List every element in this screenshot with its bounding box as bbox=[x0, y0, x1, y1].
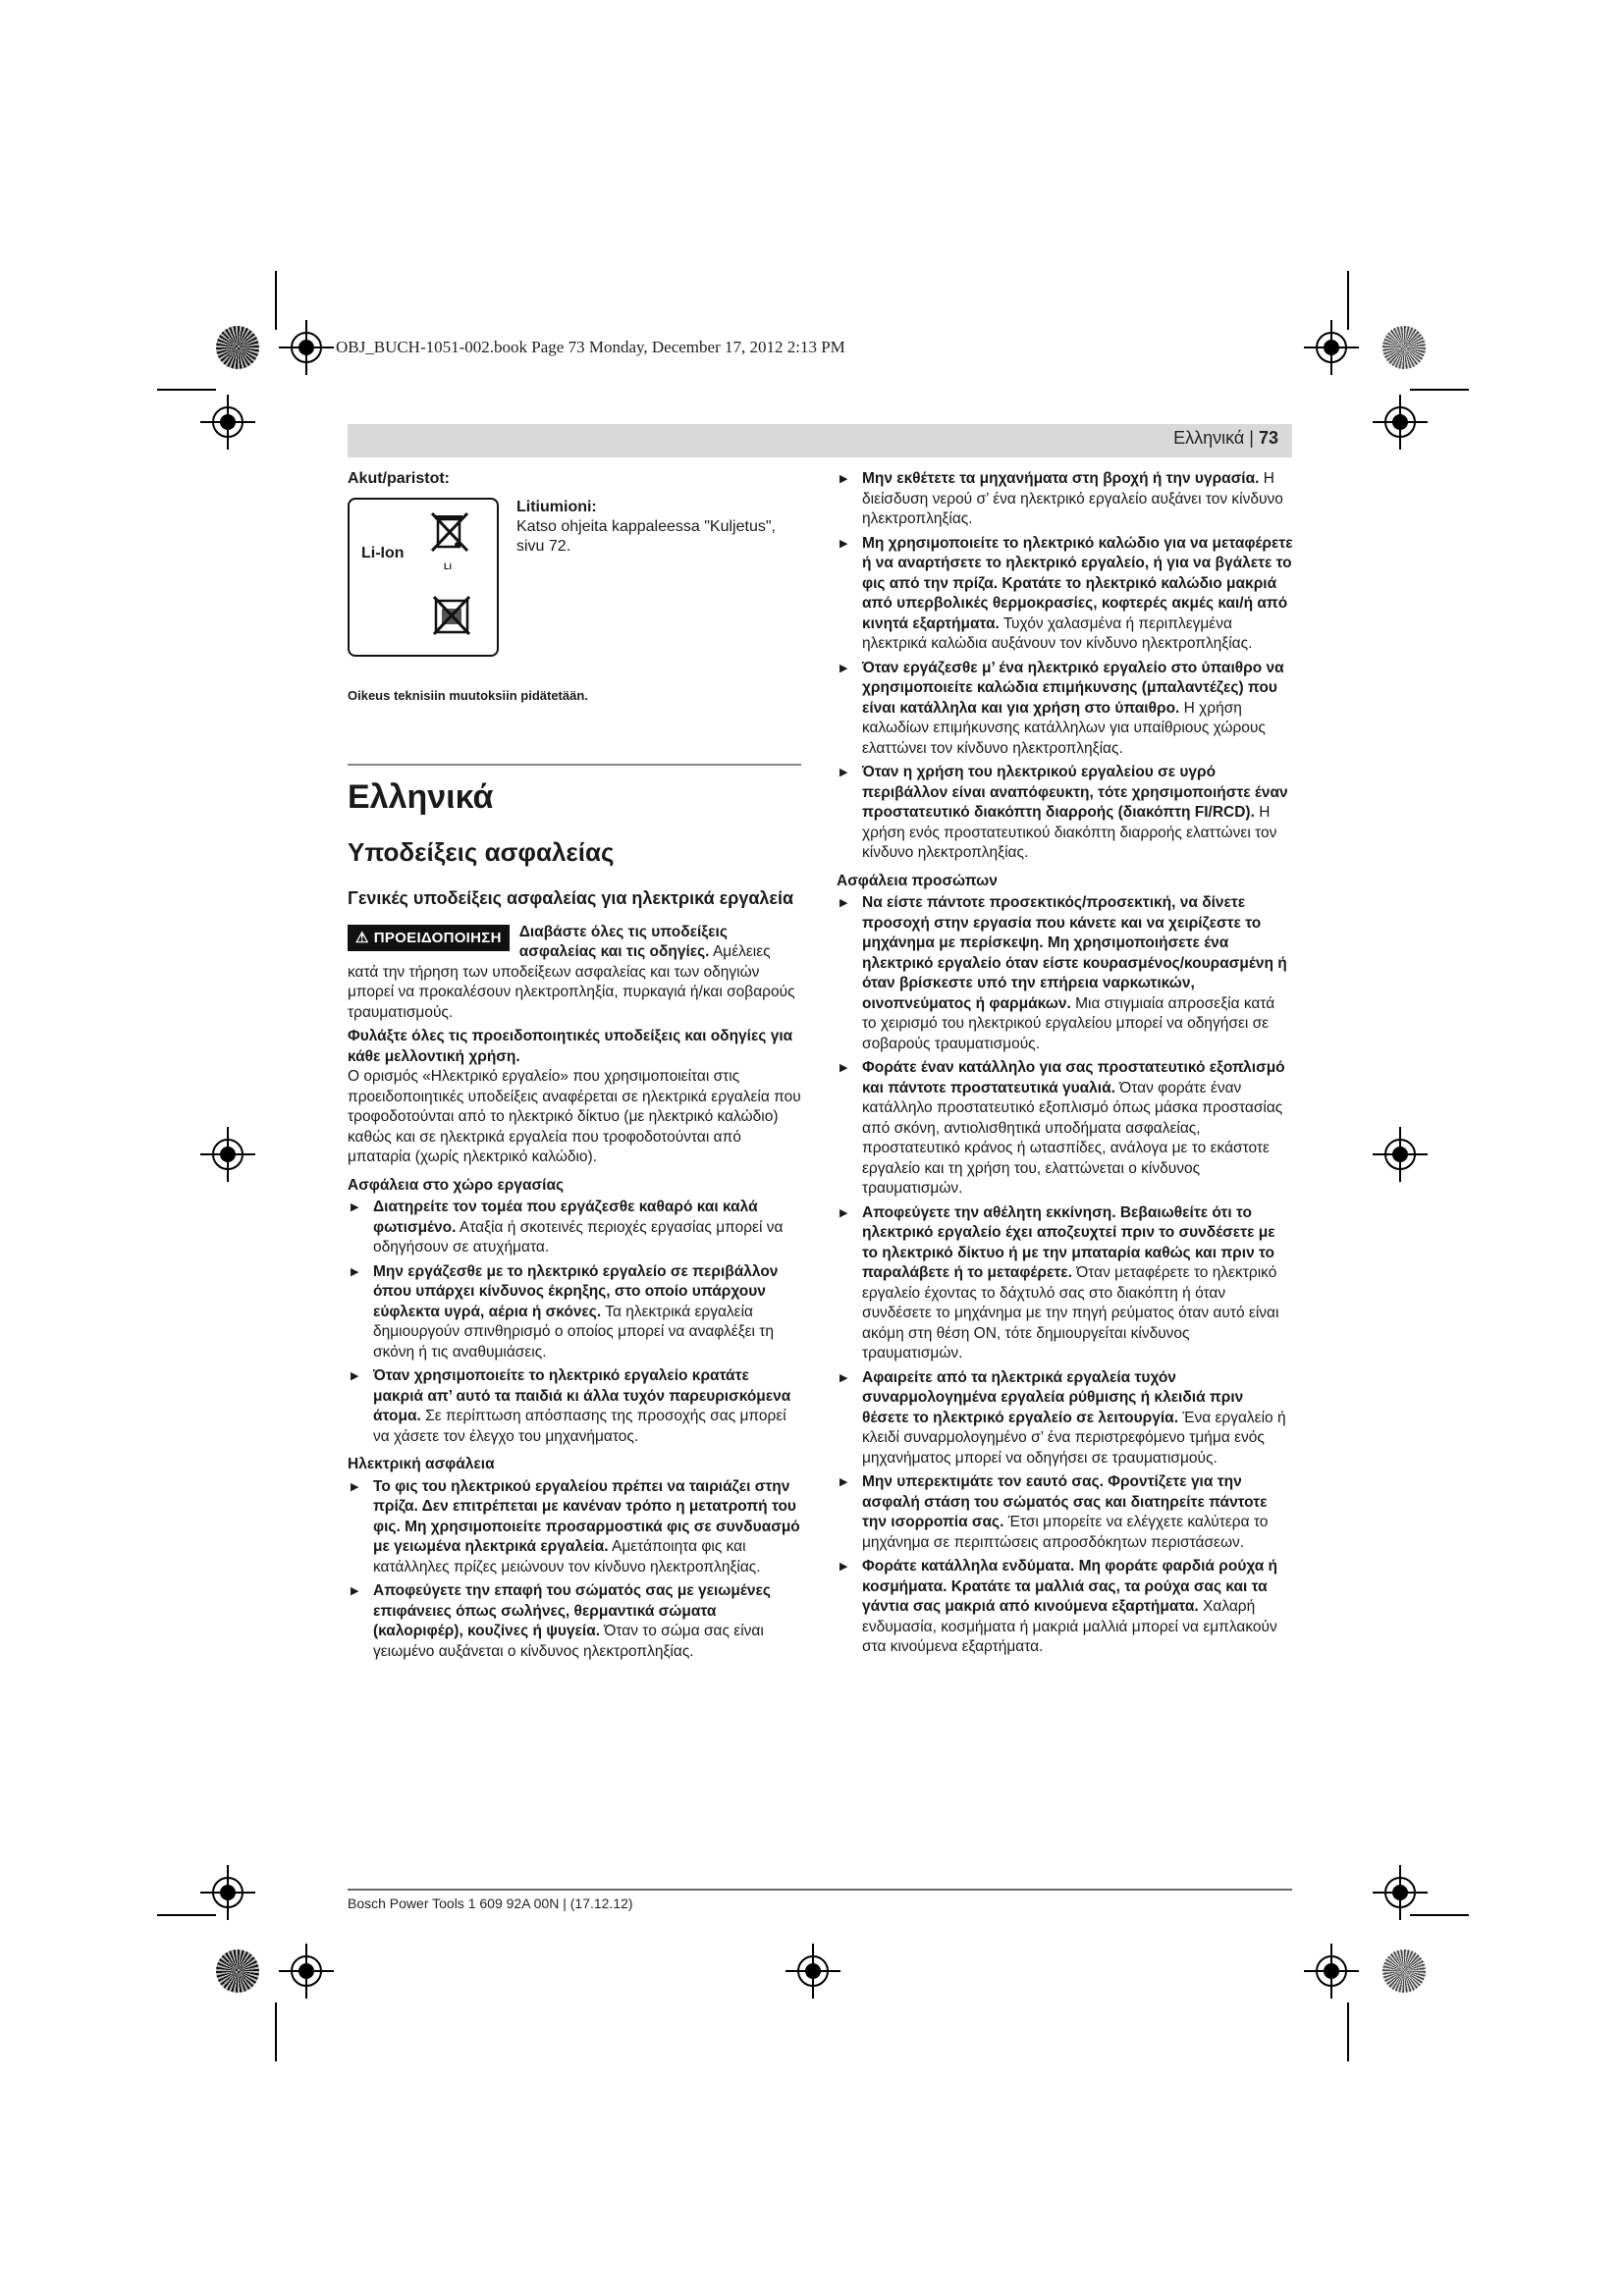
item-text: Αταξία ή σκοτεινές περιοχές εργασίας μπορεί να οδηγήσουν σε ατυχήματα. bbox=[373, 1218, 784, 1255]
crop-mark bbox=[157, 389, 216, 391]
item-text: Η χρήση καλωδίων επιμήκυνσης κατάλληλων για υπαίθριους χώρους ελαττώνει τον κίνδυνο ηλεκτροπληξίας. bbox=[862, 699, 1266, 757]
warning-badge bbox=[348, 925, 510, 951]
crossed-bin-icon bbox=[428, 509, 471, 555]
item-text: Τυχόν χαλασμένα ή περιπλεγμένα ηλεκτρικά καλώδια αυξάνουν τον κίνδυνο ηλεκτροπληξίας. bbox=[862, 614, 1253, 652]
color-rosette-icon bbox=[1382, 326, 1426, 369]
battery-title: Litiumioni: bbox=[516, 498, 597, 515]
item-text: Αμετάποιητα φις και κατάλληλες πρίζες μειώνουν τον κίνδυνο ηλεκτροπληξίας. bbox=[373, 1538, 761, 1575]
color-rosette-icon bbox=[1382, 1949, 1426, 1993]
list-item bbox=[837, 1058, 1293, 1200]
item-bold: Αφαιρείτε από τα ηλεκτρικά εργαλεία τυχόν συναρμολογημένα εργαλεία ρύθμισης ή κλειδιά πριν θέσετε το ηλεκτρικό εργαλείο σε λειτουργία. bbox=[862, 1368, 1244, 1426]
file-header: OBJ_BUCH-1051-002.book Page 73 Monday, December 17, 2012 2:13 PM bbox=[336, 338, 845, 356]
item-bold: Το φις του ηλεκτρικού εργαλείου πρέπει να ταιριάζει στην πρίζα. Δεν επιτρέπεται με κανέναν τρόπο η μετατροπή του φις. Μη χρησιμοποιείτε προσαρμοστικά φις σε συνδυασμό με γειωμένα ηλεκτρικά εργαλεία. bbox=[373, 1477, 800, 1555]
footer: Bosch Power Tools 1 609 92A 00N | (17.12.12) bbox=[348, 1896, 633, 1911]
item-bold: Όταν η χρήση του ηλεκτρικού εργαλείου σε υγρό περιβάλλον είναι αναπόφευκτη, τότε χρησιμοποιήστε έναν προστατευτικό διακόπτη διαρροής (διακόπτη FI/RCD). bbox=[862, 764, 1288, 821]
crop-mark bbox=[275, 271, 277, 330]
list-item bbox=[837, 1368, 1293, 1469]
item-text: Όταν φοράτε έναν κατάλληλο προστατευτικό εξοπλισμό όπως μάσκα προστασίας από σκόνη, αντιολισθητικά υποδήματα ασφαλείας, προστατευτικό κράνος ή ωτασπίδες, ανάλογα με το εκάστοτε εργαλείο και τη χρήση του, ελαττώνεται ο κίνδυνος τραυματισμών. bbox=[862, 1079, 1283, 1197]
list-item bbox=[837, 1472, 1293, 1553]
liion-label: Li-Ion bbox=[361, 544, 405, 561]
registration-mark-icon bbox=[212, 1877, 244, 1908]
item-text: Σε περίπτωση απόσπασης της προσοχής σας μπορεί να χάσετε τον έλεγχο του μηχανήματος. bbox=[373, 1408, 786, 1445]
list-item bbox=[837, 659, 1293, 760]
technical-changes-notice: Oikeus teknisiin muutoksiin pidätetään. bbox=[348, 687, 588, 703]
battery-info bbox=[516, 498, 801, 657]
crop-mark bbox=[1410, 389, 1469, 391]
electrical-safety-heading: Ηλεκτρική ασφάλεια bbox=[348, 1456, 495, 1472]
battery-text: Katso ohjeita kappaleessa "Kuljetus", sivu 72. bbox=[516, 517, 776, 555]
color-rosette-icon bbox=[216, 326, 259, 369]
definition-text: Ο ορισμός «Ηλεκτρικό εργαλείο» που χρησιμοποιείται στις προειδοποιητικές υποδείξεις αναφέρεται σε ηλεκτρικά εργαλεία που τροφοδοτούνται από το ηλεκτρικό δίκτυο (με ηλεκτρικό καλώδιο) καθώς και σε ηλεκτρικά εργαλεία που τροφοδοτούνται από μπαταρία (χωρίς ηλεκτρικό καλώδιο). bbox=[348, 1068, 801, 1165]
registration-mark-icon bbox=[1384, 1139, 1416, 1170]
registration-mark-icon bbox=[1316, 332, 1347, 363]
battery-disposal-symbol bbox=[348, 498, 499, 657]
left-column bbox=[348, 469, 801, 1666]
list-item bbox=[837, 534, 1293, 655]
crop-mark bbox=[1347, 271, 1349, 330]
item-bold: Όταν εργάζεσθε μ’ ένα ηλεκτρικό εργαλείο στο ύπαιθρο να χρησιμοποιείτε καλώδια επιμήκυνσης (μπαλαντέζες) που είναι κατάλληλα και για χρήση στο ύπαιθρο. bbox=[862, 659, 1284, 717]
keep-instructions: Φυλάξτε όλες τις προειδοποιητικές υποδείξεις και οδηγίες για κάθε μελλοντική χρήση. bbox=[348, 1028, 793, 1065]
item-text: Όταν το σώμα σας είναι γειωμένο αυξάνεται ο κίνδυνος ηλεκτροπληξίας. bbox=[373, 1623, 764, 1660]
crossed-battery-icon bbox=[430, 593, 473, 638]
section-divider bbox=[348, 764, 801, 766]
item-bold: Να είστε πάντοτε προσεκτικός/προσεκτική, να δίνετε προσοχή στην εργασία που κάνετε και να χειρίζεστε το μηχάνημα με περίσκεψη. Μη χρησιμοποιήσετε ένα ηλεκτρικό εργαλείο όταν είστε κουρασμένος/κουρασμένη ή όταν βρίσκεστε υπό την επήρεια ναρκωτικών, οινοπνεύματος ή φαρμάκων. bbox=[862, 894, 1287, 1012]
item-text: Η διείσδυση νερού σ’ ένα ηλεκτρικό εργαλείο αυξάνει τον κίνδυνο ηλεκτροπληξίας. bbox=[862, 470, 1283, 527]
item-bold: Φοράτε έναν κατάλληλο για σας προστατευτικό εξοπλισμό και πάντοτε προστατευτικά γυαλιά. bbox=[862, 1059, 1285, 1096]
item-bold: Αποφεύγετε την επαφή του σώματός σας με γειωμένες επιφάνειες όπως σωλήνες, θερμαντικά σώματα (καλοριφέρ), κουζίνες ή ψυγεία. bbox=[373, 1582, 771, 1639]
list-item bbox=[348, 1477, 801, 1578]
page-header: Ελληνικά | 73 bbox=[1173, 428, 1278, 448]
item-bold: Όταν χρησιμοποιείτε το ηλεκτρικό εργαλείο κρατάτε μακριά απ’ αυτό τα παιδιά κι άλλα τυχόν παρευρισκόμενα άτομα. bbox=[373, 1367, 791, 1424]
list-item bbox=[837, 893, 1293, 1054]
item-bold: Αποφεύγετε την αθέλητη εκκίνηση. Βεβαιωθείτε ότι το ηλεκτρικό εργαλείο έχει αποζευχτεί πριν το συνδέσετε με το ηλεκτρικό δίκτυο ή με την μπαταρία καθώς και πριν το παραλάβετε ή το μεταφέρετε. bbox=[862, 1203, 1275, 1281]
item-bold: Μην εκθέτετε τα μηχανήματα στη βροχή ή την υγρασία. bbox=[862, 470, 1260, 487]
item-bold: Φοράτε κατάλληλα ενδύματα. Μη φοράτε φαρδιά ρούχα ή κοσμήματα. Κρατάτε τα μαλλιά σας, τα ρούχα σας και τα γάντια σας μακριά από κινούμενα εξαρτήματα. bbox=[862, 1558, 1278, 1615]
list-item bbox=[837, 1557, 1293, 1658]
color-rosette-icon bbox=[216, 1949, 259, 1993]
li-marker: Li bbox=[444, 561, 452, 571]
safety-heading: Υποδείξεις ασφαλείας bbox=[348, 836, 615, 867]
registration-mark-icon bbox=[212, 1139, 244, 1170]
list-item bbox=[837, 469, 1293, 530]
item-text: Ένα εργαλείο ή κλειδί συναρμολογημένο σ’ ένα περιστρεφόμενο τμήμα ενός μηχανήματος μπορεί να οδηγήσει σε τραυματισμούς. bbox=[862, 1409, 1286, 1467]
page-number: 73 bbox=[1258, 428, 1278, 448]
warning-text: Αμέλειες κατά την τήρηση των υποδείξεων ασφαλείας και των οδηγιών μπορεί να προκαλέσουν ηλεκτροπληξία, πυρκαγιά ή/και σοβαρούς τραυματισμούς. bbox=[348, 943, 795, 1021]
list-item bbox=[348, 1366, 801, 1447]
item-text: Χαλαρή ενδυμασία, κοσμήματα ή μακριά μαλλιά μπορεί να εμπλακούν στα κινούμενα εξαρτήματα. bbox=[862, 1598, 1277, 1655]
work-area-heading: Ασφάλεια στο χώρο εργασίας bbox=[348, 1176, 565, 1194]
registration-mark-icon bbox=[291, 1955, 322, 1987]
item-bold: Μην υπερεκτιμάτε τον εαυτό σας. Φροντίζετε για την ασφαλή στάση του σώματός σας και διατηρείτε πάντοτε την ισορροπία σας. bbox=[862, 1473, 1268, 1530]
crop-mark bbox=[157, 1914, 216, 1916]
battery-section bbox=[348, 498, 801, 657]
list-item bbox=[348, 1262, 801, 1363]
header-language: Ελληνικά bbox=[1173, 428, 1245, 448]
list-item bbox=[348, 1581, 801, 1662]
registration-mark-icon bbox=[1316, 1955, 1347, 1987]
item-text: Μια στιγμιαία απροσεξία κατά το χειρισμό του ηλεκτρικού εργαλείου μπορεί να οδηγήσει σε σοβαρούς τραυματισμούς. bbox=[862, 994, 1275, 1052]
registration-mark-icon bbox=[797, 1955, 829, 1987]
page-header-bar bbox=[348, 424, 1292, 457]
warning-bold-text: Διαβάστε όλες τις υποδείξεις ασφαλείας και τις οδηγίες. bbox=[518, 923, 728, 960]
personal-safety-heading: Ασφάλεια προσώπων bbox=[837, 872, 998, 889]
list-item bbox=[348, 1198, 801, 1258]
item-bold: Διατηρείτε τον τομέα που εργάζεσθε καθαρό και καλά φωτισμένο. bbox=[373, 1199, 758, 1236]
list-item bbox=[837, 763, 1293, 864]
registration-mark-icon bbox=[212, 406, 244, 438]
registration-mark-icon bbox=[1384, 1877, 1416, 1908]
battery-label: Akut/paristot: bbox=[348, 470, 450, 487]
right-column bbox=[837, 469, 1293, 1662]
crop-mark bbox=[1347, 2002, 1349, 2061]
item-text: Η χρήση ενός προστατευτικού διακόπτη διαρροής ελαττώνει τον κίνδυνο ηλεκτροπληξίας. bbox=[862, 804, 1277, 861]
warning-block bbox=[348, 923, 801, 1024]
list-item bbox=[837, 1203, 1293, 1364]
general-safety-heading: Γενικές υποδείξεις ασφαλείας για ηλεκτρικά εργαλεία bbox=[348, 887, 794, 908]
item-bold: Μη χρησιμοποιείτε το ηλεκτρικό καλώδιο για να μεταφέρετε ή να αναρτήσετε το ηλεκτρικό εργαλείο, ή για να βγάλετε το φις από την πρίζα. Κρατάτε το ηλεκτρικό καλώδιο μακριά από υπερβολικές θερμοκρασίες, κοφτερές ακμές και/ή από κινητά εξαρτήματα. bbox=[862, 534, 1293, 632]
footer-divider bbox=[348, 1889, 1292, 1891]
warning-badge-label: ΠΡΟΕΙΔΟΠΟΙΗΣΗ bbox=[373, 929, 502, 946]
item-text: Όταν μεταφέρετε το ηλεκτρικό εργαλείο έχοντας το δάχτυλό σας στο διακόπτη ή όταν συνδέσετε το μηχάνημα με την πηγή ρεύματος όταν αυτό είναι ακόμη στη θέση ON, τότε δημιουργείται κίνδυνος τραυματισμών. bbox=[862, 1264, 1279, 1362]
registration-mark-icon bbox=[291, 332, 322, 363]
item-bold: Μην εργάζεσθε με το ηλεκτρικό εργαλείο σε περιβάλλον όπου υπάρχει κίνδυνος έκρηξης, στο οποίο υπάρχουν εύφλεκτα υγρά, αέρια ή σκόνες. bbox=[373, 1262, 779, 1320]
item-text: Τα ηλεκτρικά εργαλεία δημιουργούν σπινθηρισμό ο οποίος μπορεί να αναφλέξει τη σκόνη ή τις αναθυμιάσεις. bbox=[373, 1303, 775, 1361]
language-heading: Ελληνικά bbox=[348, 777, 494, 816]
warning-triangle-icon: ⚠ bbox=[355, 929, 369, 946]
registration-mark-icon bbox=[1384, 406, 1416, 438]
crop-mark bbox=[1410, 1914, 1469, 1916]
item-text: Έτσι μπορείτε να ελέγχετε καλύτερα το μηχάνημα σε περιπτώσεις απροσδόκητων περιστάσεων. bbox=[862, 1514, 1269, 1551]
crop-mark bbox=[275, 2002, 277, 2061]
